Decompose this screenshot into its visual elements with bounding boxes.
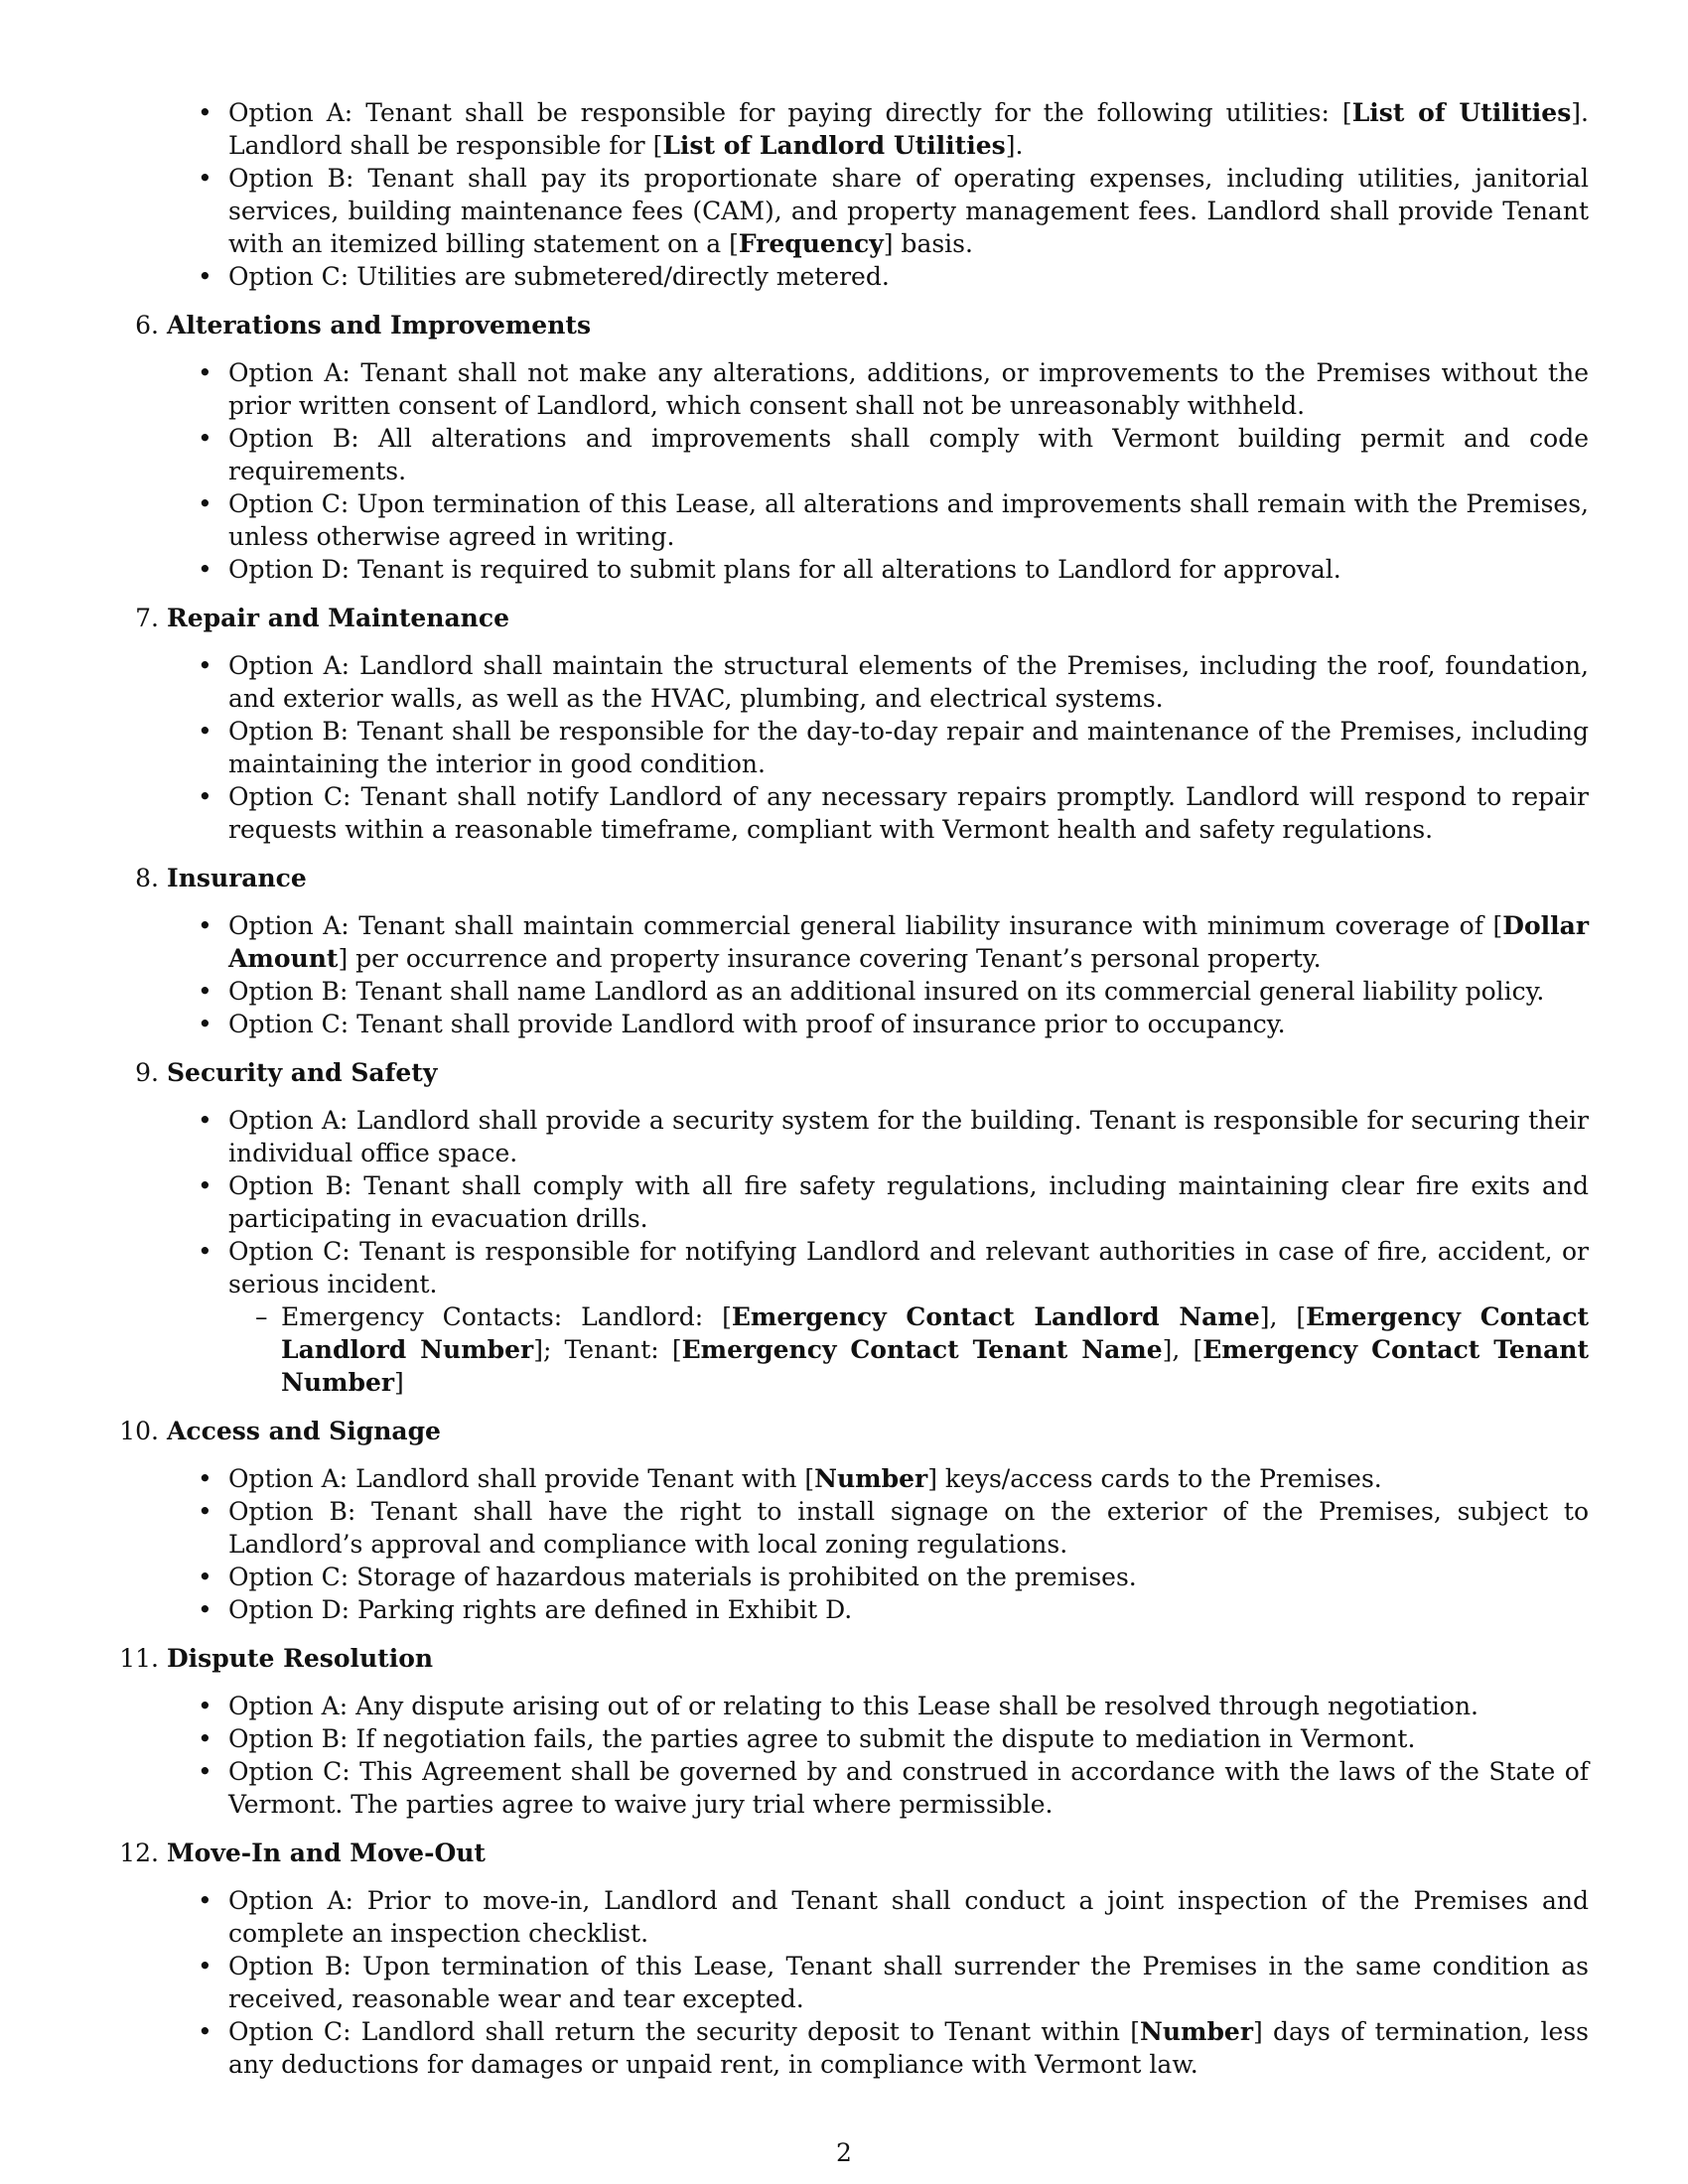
list-item — [167, 1561, 1589, 1593]
bullet-icon: • — [198, 1757, 212, 1786]
section-title: Security and Safety — [167, 1058, 438, 1087]
section-move-in-out — [119, 1837, 1589, 2081]
bullet-icon: • — [198, 1724, 212, 1753]
item-text: Option C: Tenant shall provide Landlord with proof of insurance prior to occupancy. — [228, 1010, 1286, 1038]
bullet-icon: • — [198, 358, 212, 387]
option-list — [167, 909, 1589, 1040]
list-item — [167, 1169, 1589, 1235]
bullet-icon: • — [198, 651, 212, 680]
bullet-icon: • — [198, 1171, 212, 1200]
item-text: Option A: Landlord shall maintain the structural elements of the Premises, including the roof, foundation, and exterior walls, as well as the HVAC, plumbing, and electrical systems. — [228, 651, 1589, 713]
item-text: Option A: Tenant shall not make any alterations, additions, or improvements to the Premises without the prior written consent of Landlord, which consent shall not be unreasonably withheld. — [228, 358, 1589, 420]
option-list — [167, 649, 1589, 846]
list-item — [167, 1235, 1589, 1399]
section-insurance — [135, 862, 1589, 1040]
section-access — [119, 1415, 1589, 1626]
item-text: Option D: Tenant is required to submit plans for all alterations to Landlord for approval. — [228, 555, 1341, 584]
section-repair — [135, 602, 1589, 846]
section-number: 6. — [135, 311, 159, 340]
section-number: 11. — [119, 1644, 159, 1673]
section-number: 8. — [135, 864, 159, 892]
option-list — [167, 1884, 1589, 2081]
list-item — [167, 1593, 1589, 1626]
list-item — [167, 780, 1589, 846]
option-list — [167, 1690, 1589, 1821]
bullet-icon: • — [198, 2017, 212, 2046]
bullet-icon: • — [198, 1237, 212, 1266]
item-text: Option B: Tenant shall name Landlord as an additional insured on its commercial general liability policy. — [228, 977, 1545, 1006]
item-text: Option A: Landlord shall provide a security system for the building. Tenant is responsible for securing their individual office space. — [228, 1106, 1589, 1167]
placeholder-field: Emergency Contact Landlord Number — [281, 1302, 1589, 1364]
section-heading — [119, 1837, 1589, 1869]
list-item — [167, 553, 1589, 586]
bullet-icon: • — [198, 1497, 212, 1526]
section-number: 7. — [135, 604, 159, 632]
list-item — [167, 2015, 1589, 2081]
item-text: Option A: Tenant shall be responsible for paying directly for the following utilities: [ — [228, 98, 1352, 127]
option-list — [167, 1104, 1589, 1399]
section-heading — [135, 309, 1589, 341]
list-item — [167, 356, 1589, 422]
item-text: Option B: Tenant shall pay its proportionate share of operating expenses, including utilities, janitorial services, building maintenance fees (CAM), and property management fees. Landlord shall provide Tenant with an itemized billing statement on a [ — [228, 164, 1589, 258]
item-text: ]. — [1005, 131, 1024, 160]
bullet-icon: • — [198, 1886, 212, 1915]
placeholder-field: List of Landlord Utilities — [662, 131, 1006, 160]
item-text: Option A: Prior to move-in, Landlord and Tenant shall conduct a joint inspection of the Premises and complete an inspection checklist. — [228, 1886, 1589, 1948]
section-title: Insurance — [167, 864, 307, 892]
list-item — [167, 975, 1589, 1008]
item-text: Option B: Tenant shall be responsible for the day-to-day repair and maintenance of the Premises, including maintaining the interior in good condition. — [228, 717, 1589, 778]
item-text: ], [ — [1162, 1335, 1203, 1364]
bullet-icon: • — [198, 1010, 212, 1038]
placeholder-field: Emergency Contact Tenant Name — [681, 1335, 1163, 1364]
section-heading — [135, 602, 1589, 634]
item-text: ] keys/access cards to the Premises. — [927, 1464, 1382, 1493]
item-text: Option C: Storage of hazardous materials is prohibited on the premises. — [228, 1563, 1137, 1591]
page-number: 2 — [836, 2138, 852, 2167]
item-text: Option B: All alterations and improvements shall comply with Vermont building permit and code requirements. — [228, 424, 1589, 485]
item-text: ] — [394, 1368, 404, 1397]
bullet-icon: • — [198, 1464, 212, 1493]
item-text: ] basis. — [883, 229, 973, 258]
item-text: Option D: Parking rights are defined in Exhibit D. — [228, 1595, 853, 1624]
item-text: Option C: Tenant is responsible for notifying Landlord and relevant authorities in case of fire, accident, or serious incident. — [228, 1237, 1589, 1298]
list-item — [167, 162, 1589, 260]
section-title: Alterations and Improvements — [167, 311, 592, 340]
list-item — [167, 260, 1589, 293]
item-text: Option C: Upon termination of this Lease, all alterations and improvements shall remain with the Premises, unless otherwise agreed in writing. — [228, 489, 1589, 551]
bullet-icon: • — [198, 489, 212, 518]
list-item — [167, 1690, 1589, 1722]
list-item — [167, 715, 1589, 780]
item-text: Option B: Tenant shall have the right to install signage on the exterior of the Premises, subject to Landlord’s approval and compliance with local zoning regulations. — [228, 1497, 1589, 1559]
item-text: Option B: If negotiation fails, the parties agree to submit the dispute to mediation in Vermont. — [228, 1724, 1416, 1753]
item-text: Option A: Tenant shall maintain commercial general liability insurance with minimum coverage of [ — [228, 911, 1503, 940]
section-number: 12. — [119, 1839, 159, 1867]
placeholder-field: Number — [1139, 2017, 1254, 2046]
sub-list — [228, 1300, 1589, 1399]
dash-icon: – — [255, 1302, 268, 1331]
section-heading — [135, 1056, 1589, 1089]
section-heading — [119, 1415, 1589, 1447]
section-title: Dispute Resolution — [167, 1644, 434, 1673]
list-item — [167, 1884, 1589, 1950]
section-heading — [135, 862, 1589, 894]
item-text: Option B: Upon termination of this Lease, Tenant shall surrender the Premises in the same condition as received, reasonable wear and tear excepted. — [228, 1952, 1589, 2013]
option-list — [167, 356, 1589, 586]
bullet-icon: • — [198, 98, 212, 127]
placeholder-field: Emergency Contact Landlord Name — [731, 1302, 1260, 1331]
item-text: Option C: Landlord shall return the security deposit to Tenant within [ — [228, 2017, 1140, 2046]
bullet-icon: • — [198, 1595, 212, 1624]
item-text: ]; Tenant: [ — [533, 1335, 682, 1364]
section-number: 9. — [135, 1058, 159, 1087]
section-security — [135, 1056, 1590, 1399]
document-body — [119, 96, 1590, 2081]
item-text: Emergency Contacts: Landlord: [ — [281, 1302, 732, 1331]
item-text: Option C: This Agreement shall be governed by and construed in accordance with the laws of the State of Vermont. The parties agree to waive jury trial where permissible. — [228, 1757, 1589, 1819]
bullet-icon: • — [198, 1563, 212, 1591]
bullet-icon: • — [198, 164, 212, 193]
bullet-icon: • — [198, 1952, 212, 1980]
bullet-icon: • — [198, 1106, 212, 1135]
section-dispute — [119, 1642, 1589, 1821]
list-item — [167, 1104, 1589, 1169]
bullet-icon: • — [198, 555, 212, 584]
bullet-icon: • — [198, 782, 212, 811]
item-text: ]. Landlord shall be responsible for [ — [228, 98, 1589, 160]
section-title: Move-In and Move-Out — [167, 1839, 486, 1867]
section-title: Access and Signage — [167, 1417, 441, 1445]
list-item — [167, 487, 1589, 553]
item-text: Option C: Utilities are submetered/directly metered. — [228, 262, 890, 291]
section-number: 10. — [119, 1417, 159, 1445]
list-item — [167, 96, 1589, 162]
section-title: Repair and Maintenance — [167, 604, 509, 632]
list-item — [167, 1462, 1589, 1495]
bullet-icon: • — [198, 717, 212, 746]
list-item — [167, 1950, 1589, 2015]
placeholder-field: Emergency Contact Tenant Number — [281, 1335, 1590, 1397]
item-text: ] per occurrence and property insurance covering Tenant’s personal property. — [338, 944, 1322, 973]
list-item — [167, 422, 1589, 487]
section-alterations — [135, 309, 1589, 586]
list-item — [167, 909, 1589, 975]
list-item — [167, 1008, 1589, 1040]
item-text: Option B: Tenant shall comply with all fire safety regulations, including maintaining clear fire exits and participating in evacuation drills. — [228, 1171, 1589, 1233]
continued-option-list — [167, 96, 1589, 293]
item-text: Option C: Tenant shall notify Landlord of any necessary repairs promptly. Landlord will respond to repair requests within a reasonable timeframe, compliant with Vermont health and safety regulations. — [228, 782, 1589, 844]
item-text: Option A: Any dispute arising out of or relating to this Lease shall be resolved through negotiation. — [228, 1692, 1479, 1720]
bullet-icon: • — [198, 977, 212, 1006]
item-text: Option A: Landlord shall provide Tenant with [ — [228, 1464, 815, 1493]
list-item — [167, 1722, 1589, 1755]
placeholder-field: Dollar Amount — [228, 911, 1589, 973]
emergency-contacts — [228, 1300, 1589, 1399]
bullet-icon: • — [198, 911, 212, 940]
list-item — [167, 1495, 1589, 1561]
bullet-icon: • — [198, 1692, 212, 1720]
list-item — [167, 649, 1589, 715]
option-list — [167, 1462, 1589, 1626]
item-text: ], [ — [1259, 1302, 1307, 1331]
section-heading — [119, 1642, 1589, 1675]
placeholder-field: Frequency — [738, 229, 884, 258]
list-item — [167, 1755, 1589, 1821]
bullet-icon: • — [198, 424, 212, 453]
bullet-icon: • — [198, 262, 212, 291]
placeholder-field: List of Utilities — [1351, 98, 1572, 127]
placeholder-field: Number — [814, 1464, 928, 1493]
item-text: ] days of termination, less any deductions for damages or unpaid rent, in compliance with Vermont law. — [228, 2017, 1589, 2079]
